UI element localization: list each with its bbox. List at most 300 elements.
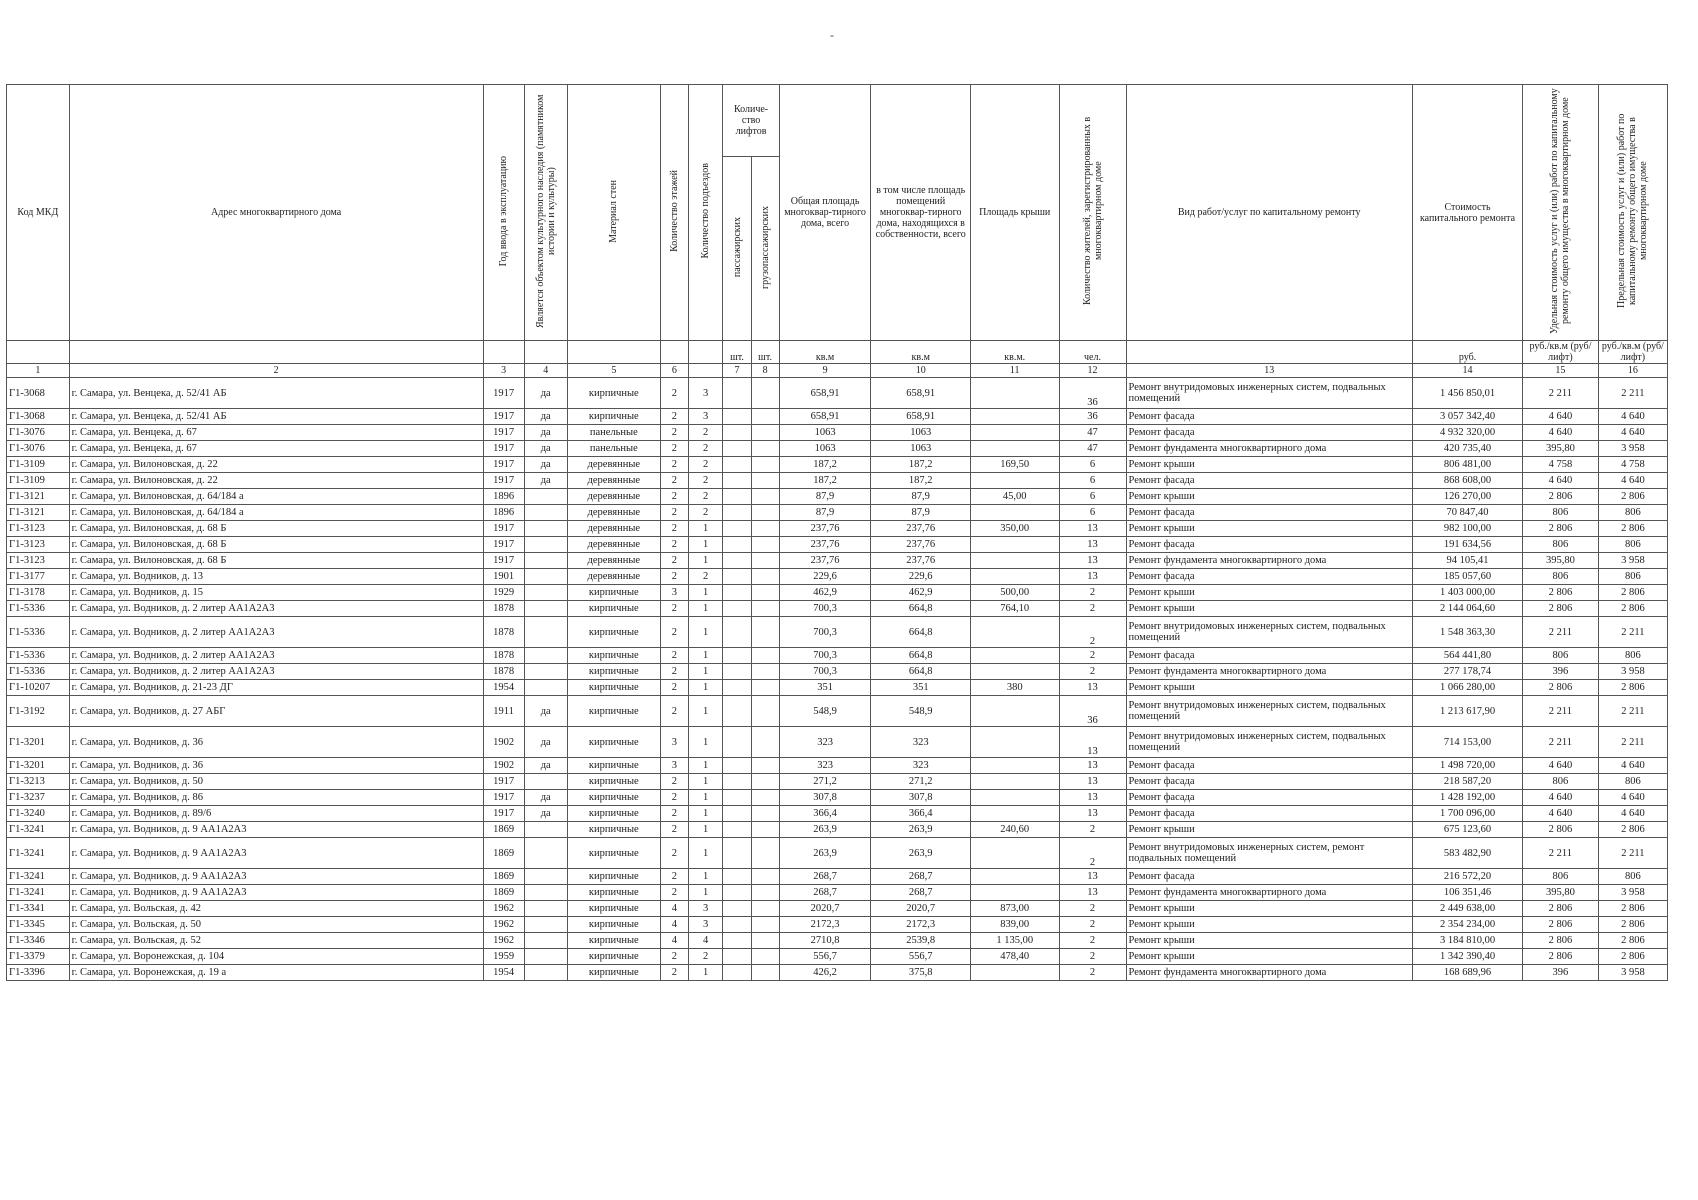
cell-year: 1917 — [483, 441, 524, 457]
cell-floors: 2 — [660, 378, 688, 409]
cell-heritage — [524, 553, 567, 569]
cell-roof-area: 839,00 — [970, 917, 1059, 933]
cell-address: г. Самара, ул. Водников, д. 9 АА1А2А3 — [69, 869, 483, 885]
cell-year: 1917 — [483, 806, 524, 822]
cell-lift-cargo — [751, 489, 779, 505]
cell-limit-cost: 806 — [1598, 537, 1667, 553]
cell-entrances: 1 — [688, 869, 723, 885]
column-number: 14 — [1412, 364, 1522, 378]
cell-lift-cargo — [751, 601, 779, 617]
table-row — [7, 425, 1668, 441]
cell-entrances: 2 — [688, 457, 723, 473]
cell-owned-area: 351 — [871, 680, 970, 696]
cell-owned-area: 658,91 — [871, 409, 970, 425]
cell-entrances: 1 — [688, 617, 723, 648]
cell-work: Ремонт фасада — [1126, 869, 1412, 885]
cell-year: 1962 — [483, 933, 524, 949]
cell-floors: 2 — [660, 696, 688, 727]
cell-year: 1869 — [483, 869, 524, 885]
table-row — [7, 441, 1668, 457]
cell-material: кирпичные — [567, 949, 660, 965]
cell-limit-cost: 2 806 — [1598, 917, 1667, 933]
cell-address: г. Самара, ул. Вольская, д. 52 — [69, 933, 483, 949]
header-lift-passenger: пассажирских — [723, 157, 751, 341]
cell-entrances: 1 — [688, 601, 723, 617]
cell-unit-cost: 396 — [1523, 965, 1599, 981]
cell-address: г. Самара, ул. Воронежская, д. 104 — [69, 949, 483, 965]
cell-floors: 2 — [660, 505, 688, 521]
cell-cost: 106 351,46 — [1412, 885, 1522, 901]
cell-total-area: 1063 — [779, 425, 871, 441]
cell-heritage: да — [524, 790, 567, 806]
cell-entrances: 1 — [688, 553, 723, 569]
page-mark: - — [830, 28, 834, 42]
cell-year: 1917 — [483, 790, 524, 806]
column-number: 6 — [660, 364, 688, 378]
cell-floors: 2 — [660, 774, 688, 790]
cell-floors: 2 — [660, 473, 688, 489]
cell-roof-area — [970, 537, 1059, 553]
cell-lift-passenger — [723, 965, 751, 981]
cell-heritage: да — [524, 758, 567, 774]
cell-residents: 13 — [1059, 869, 1126, 885]
cell-work: Ремонт крыши — [1126, 457, 1412, 473]
cell-owned-area: 237,76 — [871, 537, 970, 553]
cell-lift-cargo — [751, 838, 779, 869]
cell-roof-area — [970, 473, 1059, 489]
header-heritage: Является объектом культурного наследия (памятником истории и культуры) — [524, 85, 567, 341]
cell-roof-area — [970, 569, 1059, 585]
header-roof-area: Площадь крыши — [970, 85, 1059, 341]
cell-cost: 1 548 363,30 — [1412, 617, 1522, 648]
cell-roof-area — [970, 758, 1059, 774]
cell-work: Ремонт крыши — [1126, 521, 1412, 537]
cell-material: кирпичные — [567, 917, 660, 933]
cell-lift-passenger — [723, 425, 751, 441]
cell-lift-cargo — [751, 774, 779, 790]
table-row — [7, 473, 1668, 489]
cell-unit-cost: 2 806 — [1523, 585, 1599, 601]
cell-limit-cost: 4 758 — [1598, 457, 1667, 473]
cell-work: Ремонт фундамента многоквартирного дома — [1126, 965, 1412, 981]
cell-entrances: 1 — [688, 585, 723, 601]
cell-owned-area: 664,8 — [871, 601, 970, 617]
cell-total-area: 658,91 — [779, 409, 871, 425]
cell-cost: 94 105,41 — [1412, 553, 1522, 569]
cell-residents: 13 — [1059, 885, 1126, 901]
cell-address: г. Самара, ул. Вилоновская, д. 68 Б — [69, 521, 483, 537]
cell-work: Ремонт фундамента многоквартирного дома — [1126, 553, 1412, 569]
table-row — [7, 569, 1668, 585]
cell-floors: 2 — [660, 680, 688, 696]
cell-lift-passenger — [723, 696, 751, 727]
cell-floors: 2 — [660, 425, 688, 441]
cell-heritage — [524, 585, 567, 601]
cell-lift-cargo — [751, 378, 779, 409]
cell-lift-cargo — [751, 617, 779, 648]
cell-heritage — [524, 869, 567, 885]
cell-floors: 2 — [660, 838, 688, 869]
cell-limit-cost: 2 806 — [1598, 680, 1667, 696]
cell-address: г. Самара, ул. Водников, д. 13 — [69, 569, 483, 585]
cell-material: кирпичные — [567, 648, 660, 664]
cell-lift-cargo — [751, 933, 779, 949]
cell-floors: 2 — [660, 489, 688, 505]
cell-code: Г1-3241 — [7, 822, 70, 838]
cell-limit-cost: 3 958 — [1598, 441, 1667, 457]
cell-limit-cost: 3 958 — [1598, 885, 1667, 901]
cell-heritage — [524, 933, 567, 949]
cell-lift-passenger — [723, 409, 751, 425]
cell-total-area: 700,3 — [779, 664, 871, 680]
cell-cost: 218 587,20 — [1412, 774, 1522, 790]
cell-code: Г1-3201 — [7, 758, 70, 774]
cell-lift-passenger — [723, 585, 751, 601]
cell-unit-cost: 2 806 — [1523, 949, 1599, 965]
cell-work: Ремонт фасада — [1126, 537, 1412, 553]
cell-floors: 4 — [660, 917, 688, 933]
cell-limit-cost: 806 — [1598, 505, 1667, 521]
cell-code: Г1-3241 — [7, 838, 70, 869]
cell-residents: 6 — [1059, 457, 1126, 473]
cell-lift-cargo — [751, 664, 779, 680]
cell-work: Ремонт фасада — [1126, 409, 1412, 425]
cell-unit-cost: 2 806 — [1523, 933, 1599, 949]
cell-lift-passenger — [723, 553, 751, 569]
cell-total-area: 366,4 — [779, 806, 871, 822]
cell-total-area: 268,7 — [779, 885, 871, 901]
column-number: 4 — [524, 364, 567, 378]
cell-address: г. Самара, ул. Вилоновская, д. 64/184 а — [69, 505, 483, 521]
cell-address: г. Самара, ул. Водников, д. 2 литер АА1А2А3 — [69, 617, 483, 648]
cell-address: г. Самара, ул. Водников, д. 36 — [69, 727, 483, 758]
cell-unit-cost: 395,80 — [1523, 553, 1599, 569]
cell-work: Ремонт крыши — [1126, 601, 1412, 617]
cell-heritage: да — [524, 378, 567, 409]
cell-residents: 2 — [1059, 585, 1126, 601]
cell-code: Г1-3396 — [7, 965, 70, 981]
cell-heritage: да — [524, 457, 567, 473]
cell-work: Ремонт крыши — [1126, 933, 1412, 949]
cell-owned-area: 237,76 — [871, 553, 970, 569]
cell-roof-area — [970, 806, 1059, 822]
cell-code: Г1-3068 — [7, 378, 70, 409]
cell-limit-cost: 2 211 — [1598, 617, 1667, 648]
header-unit-cost: Удельная стоимость услуг и (или) работ по капитальному ремонту общего имущества в многоквартирном доме — [1523, 85, 1599, 341]
cell-work: Ремонт фасада — [1126, 758, 1412, 774]
cell-address: г. Самара, ул. Водников, д. 9 АА1А2А3 — [69, 838, 483, 869]
units-row — [7, 341, 1668, 364]
cell-total-area: 700,3 — [779, 617, 871, 648]
cell-entrances: 4 — [688, 933, 723, 949]
cell-residents: 6 — [1059, 489, 1126, 505]
cell-owned-area: 548,9 — [871, 696, 970, 727]
cell-owned-area: 229,6 — [871, 569, 970, 585]
cell-residents: 47 — [1059, 425, 1126, 441]
cell-roof-area — [970, 869, 1059, 885]
cell-material: кирпичные — [567, 617, 660, 648]
cell-floors: 2 — [660, 457, 688, 473]
cell-address: г. Самара, ул. Водников, д. 50 — [69, 774, 483, 790]
cell-residents: 13 — [1059, 790, 1126, 806]
cell-entrances: 1 — [688, 648, 723, 664]
cell-heritage — [524, 949, 567, 965]
cell-entrances: 1 — [688, 696, 723, 727]
cell-address: г. Самара, ул. Водников, д. 9 АА1А2А3 — [69, 822, 483, 838]
cell-cost: 982 100,00 — [1412, 521, 1522, 537]
cell-cost: 868 608,00 — [1412, 473, 1522, 489]
cell-lift-cargo — [751, 553, 779, 569]
cell-code: Г1-3346 — [7, 933, 70, 949]
cell-year: 1902 — [483, 727, 524, 758]
cell-total-area: 237,76 — [779, 537, 871, 553]
cell-owned-area: 2539,8 — [871, 933, 970, 949]
cell-residents: 2 — [1059, 822, 1126, 838]
cell-work: Ремонт внутридомовых инженерных систем, подвальных помещений — [1126, 696, 1412, 727]
cell-code: Г1-3123 — [7, 537, 70, 553]
cell-lift-cargo — [751, 869, 779, 885]
cell-total-area: 462,9 — [779, 585, 871, 601]
cell-work: Ремонт фасада — [1126, 774, 1412, 790]
cell-unit-cost: 2 806 — [1523, 521, 1599, 537]
cell-code: Г1-3240 — [7, 806, 70, 822]
cell-total-area: 700,3 — [779, 601, 871, 617]
cell-code: Г1-10207 — [7, 680, 70, 696]
cell-residents: 2 — [1059, 965, 1126, 981]
cell-roof-area — [970, 505, 1059, 521]
cell-residents: 36 — [1059, 696, 1126, 727]
cell-heritage — [524, 917, 567, 933]
cell-material: кирпичные — [567, 838, 660, 869]
cell-year: 1954 — [483, 965, 524, 981]
cell-work: Ремонт крыши — [1126, 680, 1412, 696]
cell-limit-cost: 2 211 — [1598, 378, 1667, 409]
cell-owned-area: 658,91 — [871, 378, 970, 409]
cell-residents: 2 — [1059, 617, 1126, 648]
cell-floors: 4 — [660, 933, 688, 949]
cell-roof-area — [970, 838, 1059, 869]
cell-year: 1901 — [483, 569, 524, 585]
cell-work: Ремонт крыши — [1126, 901, 1412, 917]
cell-cost: 2 354 234,00 — [1412, 917, 1522, 933]
header-material: Материал стен — [567, 85, 660, 341]
cell-material: деревянные — [567, 473, 660, 489]
cell-material: деревянные — [567, 521, 660, 537]
cell-lift-cargo — [751, 949, 779, 965]
column-numbers-row — [7, 364, 1668, 378]
cell-roof-area — [970, 409, 1059, 425]
cell-lift-passenger — [723, 790, 751, 806]
cell-lift-passenger — [723, 648, 751, 664]
table-row — [7, 965, 1668, 981]
cell-year: 1917 — [483, 457, 524, 473]
cell-entrances: 2 — [688, 505, 723, 521]
cell-cost: 1 342 390,40 — [1412, 949, 1522, 965]
cell-limit-cost: 4 640 — [1598, 473, 1667, 489]
cell-limit-cost: 806 — [1598, 869, 1667, 885]
cell-lift-cargo — [751, 965, 779, 981]
cell-lift-passenger — [723, 838, 751, 869]
cell-entrances: 2 — [688, 473, 723, 489]
cell-owned-area: 237,76 — [871, 521, 970, 537]
cell-unit-cost: 4 640 — [1523, 758, 1599, 774]
column-number: 16 — [1598, 364, 1667, 378]
cell-work: Ремонт внутридомовых инженерных систем, подвальных помещений — [1126, 378, 1412, 409]
cell-limit-cost: 2 806 — [1598, 901, 1667, 917]
cell-lift-cargo — [751, 537, 779, 553]
cell-limit-cost: 2 806 — [1598, 585, 1667, 601]
cell-roof-area — [970, 885, 1059, 901]
cell-roof-area — [970, 664, 1059, 680]
cell-unit-cost: 4 640 — [1523, 473, 1599, 489]
unit-total-area: кв.м — [779, 341, 871, 364]
column-number: 9 — [779, 364, 871, 378]
cell-address: г. Самара, ул. Водников, д. 9 АА1А2А3 — [69, 885, 483, 901]
cell-floors: 2 — [660, 569, 688, 585]
header-code: Код МКД — [7, 85, 70, 341]
cell-material: кирпичные — [567, 664, 660, 680]
cell-roof-area — [970, 648, 1059, 664]
cell-year: 1917 — [483, 553, 524, 569]
cell-roof-area: 873,00 — [970, 901, 1059, 917]
cell-residents: 13 — [1059, 553, 1126, 569]
cell-work: Ремонт крыши — [1126, 822, 1412, 838]
cell-lift-cargo — [751, 569, 779, 585]
cell-lift-cargo — [751, 521, 779, 537]
cell-limit-cost: 4 640 — [1598, 409, 1667, 425]
cell-limit-cost: 2 806 — [1598, 601, 1667, 617]
cell-total-area: 2020,7 — [779, 901, 871, 917]
cell-total-area: 229,6 — [779, 569, 871, 585]
cell-entrances: 1 — [688, 774, 723, 790]
cell-unit-cost: 2 806 — [1523, 822, 1599, 838]
cell-work: Ремонт крыши — [1126, 585, 1412, 601]
cell-year: 1869 — [483, 885, 524, 901]
cell-unit-cost: 2 806 — [1523, 601, 1599, 617]
cell-cost: 191 634,56 — [1412, 537, 1522, 553]
cell-work: Ремонт фасада — [1126, 648, 1412, 664]
cell-work: Ремонт фасада — [1126, 505, 1412, 521]
cell-unit-cost: 4 640 — [1523, 790, 1599, 806]
cell-address: г. Самара, ул. Водников, д. 89/6 — [69, 806, 483, 822]
cell-lift-passenger — [723, 441, 751, 457]
cell-limit-cost: 806 — [1598, 648, 1667, 664]
cell-heritage — [524, 774, 567, 790]
cell-material: деревянные — [567, 505, 660, 521]
cell-residents: 6 — [1059, 473, 1126, 489]
cell-material: панельные — [567, 441, 660, 457]
cell-lift-cargo — [751, 409, 779, 425]
cell-limit-cost: 2 806 — [1598, 521, 1667, 537]
cell-year: 1878 — [483, 648, 524, 664]
cell-material: деревянные — [567, 489, 660, 505]
cell-lift-cargo — [751, 696, 779, 727]
cell-floors: 2 — [660, 648, 688, 664]
cell-year: 1917 — [483, 537, 524, 553]
cell-lift-passenger — [723, 933, 751, 949]
cell-cost: 4 932 320,00 — [1412, 425, 1522, 441]
cell-total-area: 323 — [779, 758, 871, 774]
cell-material: кирпичные — [567, 790, 660, 806]
cell-total-area: 87,9 — [779, 489, 871, 505]
cell-residents: 13 — [1059, 521, 1126, 537]
header-residents: Количество жителей, зарегистрированных в многоквартирном доме — [1059, 85, 1126, 341]
cell-floors: 2 — [660, 521, 688, 537]
cell-work: Ремонт фундамента многоквартирного дома — [1126, 664, 1412, 680]
cell-owned-area: 664,8 — [871, 617, 970, 648]
cell-lift-cargo — [751, 505, 779, 521]
cell-address: г. Самара, ул. Венцека, д. 52/41 АБ — [69, 378, 483, 409]
cell-entrances: 1 — [688, 727, 723, 758]
cell-code: Г1-3237 — [7, 790, 70, 806]
cell-residents: 13 — [1059, 680, 1126, 696]
cell-lift-passenger — [723, 521, 751, 537]
cell-roof-area — [970, 617, 1059, 648]
cell-material: панельные — [567, 425, 660, 441]
unit-residents: чел. — [1059, 341, 1126, 364]
cell-unit-cost: 806 — [1523, 869, 1599, 885]
cell-entrances: 3 — [688, 917, 723, 933]
cell-total-area: 268,7 — [779, 869, 871, 885]
cell-address: г. Самара, ул. Водников, д. 2 литер АА1А2А3 — [69, 601, 483, 617]
cell-work: Ремонт крыши — [1126, 949, 1412, 965]
column-number: 11 — [970, 364, 1059, 378]
cell-lift-passenger — [723, 774, 751, 790]
cell-entrances: 2 — [688, 441, 723, 457]
cell-year: 1896 — [483, 489, 524, 505]
cell-year: 1917 — [483, 378, 524, 409]
cell-year: 1902 — [483, 758, 524, 774]
cell-entrances: 1 — [688, 838, 723, 869]
cell-roof-area: 350,00 — [970, 521, 1059, 537]
unit-lift-passenger: шт. — [723, 341, 751, 364]
cell-cost: 216 572,20 — [1412, 869, 1522, 885]
cell-work: Ремонт фасада — [1126, 425, 1412, 441]
cell-address: г. Самара, ул. Вилоновская, д. 22 — [69, 457, 483, 473]
cell-floors: 2 — [660, 949, 688, 965]
cell-year: 1869 — [483, 838, 524, 869]
cell-lift-passenger — [723, 664, 751, 680]
cell-roof-area — [970, 441, 1059, 457]
unit-lift-cargo: шт. — [751, 341, 779, 364]
cell-lift-cargo — [751, 425, 779, 441]
cell-unit-cost: 2 806 — [1523, 489, 1599, 505]
cell-year: 1962 — [483, 901, 524, 917]
cell-total-area: 263,9 — [779, 838, 871, 869]
cell-residents: 13 — [1059, 774, 1126, 790]
cell-material: кирпичные — [567, 822, 660, 838]
cell-material: кирпичные — [567, 933, 660, 949]
cell-owned-area: 307,8 — [871, 790, 970, 806]
unit-owned-area: кв.м — [871, 341, 970, 364]
table-row — [7, 838, 1668, 869]
cell-total-area: 307,8 — [779, 790, 871, 806]
cell-address: г. Самара, ул. Водников, д. 15 — [69, 585, 483, 601]
cell-heritage — [524, 965, 567, 981]
cell-lift-passenger — [723, 569, 751, 585]
column-number: 8 — [751, 364, 779, 378]
cell-residents: 36 — [1059, 378, 1126, 409]
cell-owned-area: 1063 — [871, 441, 970, 457]
cell-lift-cargo — [751, 806, 779, 822]
cell-total-area: 426,2 — [779, 965, 871, 981]
cell-code: Г1-3076 — [7, 425, 70, 441]
cell-code: Г1-3345 — [7, 917, 70, 933]
cell-heritage: да — [524, 425, 567, 441]
cell-owned-area: 271,2 — [871, 774, 970, 790]
repair-register-table — [6, 84, 1668, 981]
table-row — [7, 933, 1668, 949]
